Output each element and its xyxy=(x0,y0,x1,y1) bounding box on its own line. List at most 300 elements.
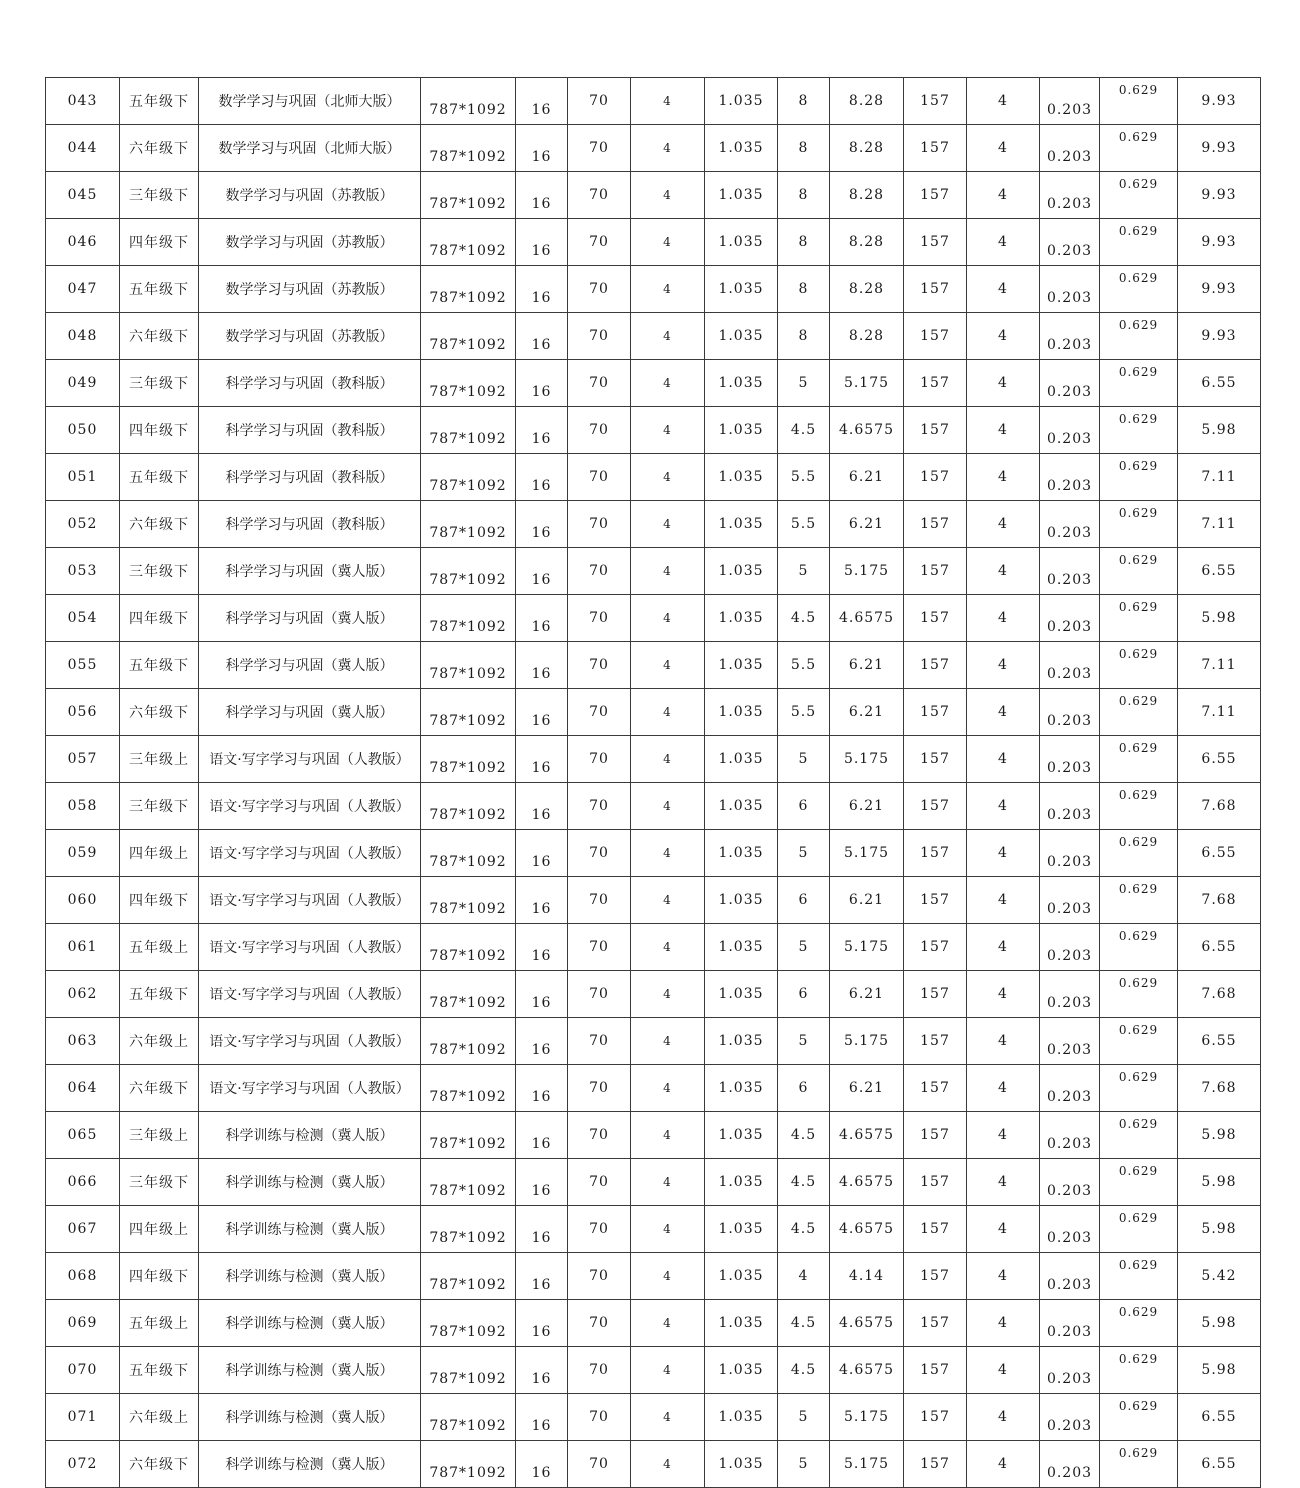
cell-title: 科学学习与巩固（冀人版） xyxy=(199,548,421,595)
cell-col13: 0.203 xyxy=(1040,1253,1100,1300)
cell-size: 787*1092 xyxy=(421,924,516,971)
cell-price: 5.42 xyxy=(1178,1253,1261,1300)
cell-size: 787*1092 xyxy=(421,1065,516,1112)
cell-col8: 1.035 xyxy=(705,501,778,548)
cell-col7: 4 xyxy=(631,501,705,548)
cell-col8: 1.035 xyxy=(705,689,778,736)
cell-col10: 5.175 xyxy=(830,1394,904,1441)
table-row xyxy=(46,830,1261,877)
cell-col9: 6 xyxy=(778,1065,830,1112)
cell-grade: 四年级上 xyxy=(120,1206,199,1253)
cell-gsm: 70 xyxy=(568,736,631,783)
cell-col9: 5 xyxy=(778,1441,830,1488)
cell-grade: 五年级下 xyxy=(120,642,199,689)
cell-col9: 5.5 xyxy=(778,501,830,548)
cell-col8: 1.035 xyxy=(705,313,778,360)
cell-col9: 8 xyxy=(778,78,830,125)
cell-col13: 0.203 xyxy=(1040,1018,1100,1065)
cell-price: 9.93 xyxy=(1178,125,1261,172)
cell-col13: 0.203 xyxy=(1040,689,1100,736)
cell-format: 16 xyxy=(516,313,568,360)
table-row xyxy=(46,1347,1261,1394)
cell-grade: 六年级下 xyxy=(120,125,199,172)
cell-col7: 4 xyxy=(631,266,705,313)
table-row xyxy=(46,1441,1261,1488)
cell-col14: 0.629 xyxy=(1100,971,1178,1018)
cell-col7: 4 xyxy=(631,1159,705,1206)
cell-format: 16 xyxy=(516,1065,568,1112)
cell-col12: 4 xyxy=(967,1206,1040,1253)
cell-col10: 8.28 xyxy=(830,125,904,172)
cell-col9: 6 xyxy=(778,783,830,830)
cell-price: 6.55 xyxy=(1178,924,1261,971)
cell-col8: 1.035 xyxy=(705,219,778,266)
cell-price: 6.55 xyxy=(1178,1441,1261,1488)
cell-col9: 5.5 xyxy=(778,689,830,736)
cell-col10: 8.28 xyxy=(830,313,904,360)
cell-size: 787*1092 xyxy=(421,971,516,1018)
cell-col12: 4 xyxy=(967,548,1040,595)
table-row xyxy=(46,642,1261,689)
cell-col9: 8 xyxy=(778,313,830,360)
cell-grade: 四年级下 xyxy=(120,219,199,266)
cell-col14: 0.629 xyxy=(1100,830,1178,877)
cell-col14: 0.629 xyxy=(1100,924,1178,971)
cell-grade: 六年级下 xyxy=(120,1441,199,1488)
cell-col9: 4.5 xyxy=(778,407,830,454)
cell-col8: 1.035 xyxy=(705,1206,778,1253)
cell-gsm: 70 xyxy=(568,125,631,172)
cell-col11: 157 xyxy=(904,1253,967,1300)
cell-grade: 六年级上 xyxy=(120,1018,199,1065)
cell-grade: 三年级下 xyxy=(120,1159,199,1206)
cell-title: 语文·写字学习与巩固（人教版） xyxy=(199,1018,421,1065)
cell-grade: 六年级下 xyxy=(120,1065,199,1112)
table-row xyxy=(46,1159,1261,1206)
cell-price: 5.98 xyxy=(1178,595,1261,642)
cell-col13: 0.203 xyxy=(1040,407,1100,454)
cell-col8: 1.035 xyxy=(705,78,778,125)
cell-title: 语文·写字学习与巩固（人教版） xyxy=(199,971,421,1018)
cell-col8: 1.035 xyxy=(705,172,778,219)
cell-col12: 4 xyxy=(967,407,1040,454)
cell-format: 16 xyxy=(516,971,568,1018)
cell-id: 062 xyxy=(46,971,120,1018)
table-row xyxy=(46,1018,1261,1065)
cell-col12: 4 xyxy=(967,125,1040,172)
cell-col14: 0.629 xyxy=(1100,595,1178,642)
cell-col10: 6.21 xyxy=(830,689,904,736)
cell-col8: 1.035 xyxy=(705,360,778,407)
cell-format: 16 xyxy=(516,125,568,172)
cell-col8: 1.035 xyxy=(705,125,778,172)
cell-col11: 157 xyxy=(904,219,967,266)
cell-col8: 1.035 xyxy=(705,1065,778,1112)
cell-col9: 5 xyxy=(778,360,830,407)
cell-id: 069 xyxy=(46,1300,120,1347)
cell-grade: 三年级下 xyxy=(120,172,199,219)
cell-col9: 5 xyxy=(778,1018,830,1065)
cell-col7: 4 xyxy=(631,595,705,642)
table-row xyxy=(46,125,1261,172)
cell-title: 科学训练与检测（冀人版） xyxy=(199,1347,421,1394)
cell-price: 6.55 xyxy=(1178,830,1261,877)
cell-size: 787*1092 xyxy=(421,548,516,595)
cell-col10: 6.21 xyxy=(830,971,904,1018)
cell-col12: 4 xyxy=(967,266,1040,313)
cell-col7: 4 xyxy=(631,407,705,454)
cell-col10: 4.6575 xyxy=(830,1112,904,1159)
cell-col12: 4 xyxy=(967,1159,1040,1206)
cell-format: 16 xyxy=(516,783,568,830)
cell-col9: 6 xyxy=(778,877,830,924)
cell-col13: 0.203 xyxy=(1040,172,1100,219)
cell-gsm: 70 xyxy=(568,642,631,689)
cell-title: 科学学习与巩固（冀人版） xyxy=(199,642,421,689)
cell-col11: 157 xyxy=(904,689,967,736)
cell-col13: 0.203 xyxy=(1040,454,1100,501)
cell-col13: 0.203 xyxy=(1040,1159,1100,1206)
cell-format: 16 xyxy=(516,689,568,736)
cell-col12: 4 xyxy=(967,783,1040,830)
cell-col7: 4 xyxy=(631,783,705,830)
cell-grade: 三年级下 xyxy=(120,360,199,407)
cell-col13: 0.203 xyxy=(1040,830,1100,877)
cell-col8: 1.035 xyxy=(705,266,778,313)
cell-col9: 4.5 xyxy=(778,1206,830,1253)
table-row xyxy=(46,736,1261,783)
cell-gsm: 70 xyxy=(568,1065,631,1112)
cell-col7: 4 xyxy=(631,689,705,736)
cell-grade: 四年级下 xyxy=(120,877,199,924)
cell-col14: 0.629 xyxy=(1100,736,1178,783)
cell-col11: 157 xyxy=(904,642,967,689)
cell-price: 6.55 xyxy=(1178,360,1261,407)
cell-format: 16 xyxy=(516,360,568,407)
cell-col8: 1.035 xyxy=(705,783,778,830)
cell-col14: 0.629 xyxy=(1100,783,1178,830)
cell-size: 787*1092 xyxy=(421,1300,516,1347)
table-row xyxy=(46,1253,1261,1300)
cell-col10: 5.175 xyxy=(830,1018,904,1065)
cell-title: 科学学习与巩固（教科版） xyxy=(199,360,421,407)
table-row xyxy=(46,1394,1261,1441)
cell-col8: 1.035 xyxy=(705,1018,778,1065)
cell-grade: 五年级下 xyxy=(120,266,199,313)
cell-id: 050 xyxy=(46,407,120,454)
cell-col10: 4.6575 xyxy=(830,1206,904,1253)
cell-col12: 4 xyxy=(967,78,1040,125)
cell-grade: 六年级下 xyxy=(120,501,199,548)
cell-col12: 4 xyxy=(967,924,1040,971)
cell-col12: 4 xyxy=(967,689,1040,736)
cell-id: 059 xyxy=(46,830,120,877)
cell-col13: 0.203 xyxy=(1040,1112,1100,1159)
cell-col7: 4 xyxy=(631,830,705,877)
cell-col10: 4.6575 xyxy=(830,595,904,642)
cell-col8: 1.035 xyxy=(705,1112,778,1159)
cell-col7: 4 xyxy=(631,736,705,783)
cell-title: 语文·写字学习与巩固（人教版） xyxy=(199,877,421,924)
cell-col10: 6.21 xyxy=(830,783,904,830)
cell-col7: 4 xyxy=(631,1441,705,1488)
cell-col8: 1.035 xyxy=(705,1300,778,1347)
cell-col10: 6.21 xyxy=(830,501,904,548)
cell-col14: 0.629 xyxy=(1100,1441,1178,1488)
cell-size: 787*1092 xyxy=(421,1253,516,1300)
cell-col14: 0.629 xyxy=(1100,313,1178,360)
cell-col8: 1.035 xyxy=(705,1347,778,1394)
cell-id: 064 xyxy=(46,1065,120,1112)
cell-grade: 五年级下 xyxy=(120,78,199,125)
cell-col11: 157 xyxy=(904,454,967,501)
table-row xyxy=(46,783,1261,830)
cell-id: 066 xyxy=(46,1159,120,1206)
cell-col7: 4 xyxy=(631,1347,705,1394)
cell-gsm: 70 xyxy=(568,407,631,454)
cell-col10: 5.175 xyxy=(830,924,904,971)
cell-col7: 4 xyxy=(631,1065,705,1112)
table-row xyxy=(46,548,1261,595)
cell-col9: 8 xyxy=(778,219,830,266)
cell-col14: 0.629 xyxy=(1100,266,1178,313)
cell-col13: 0.203 xyxy=(1040,125,1100,172)
cell-col14: 0.629 xyxy=(1100,1206,1178,1253)
cell-grade: 六年级下 xyxy=(120,689,199,736)
cell-id: 068 xyxy=(46,1253,120,1300)
cell-col7: 4 xyxy=(631,548,705,595)
cell-price: 9.93 xyxy=(1178,78,1261,125)
cell-gsm: 70 xyxy=(568,172,631,219)
cell-col11: 157 xyxy=(904,971,967,1018)
cell-price: 6.55 xyxy=(1178,736,1261,783)
cell-col11: 157 xyxy=(904,1018,967,1065)
cell-col11: 157 xyxy=(904,595,967,642)
cell-col14: 0.629 xyxy=(1100,1065,1178,1112)
cell-title: 科学学习与巩固（冀人版） xyxy=(199,595,421,642)
cell-format: 16 xyxy=(516,595,568,642)
cell-size: 787*1092 xyxy=(421,736,516,783)
cell-id: 071 xyxy=(46,1394,120,1441)
cell-col12: 4 xyxy=(967,501,1040,548)
cell-id: 051 xyxy=(46,454,120,501)
cell-gsm: 70 xyxy=(568,454,631,501)
cell-col13: 0.203 xyxy=(1040,1300,1100,1347)
cell-col13: 0.203 xyxy=(1040,1206,1100,1253)
cell-size: 787*1092 xyxy=(421,877,516,924)
table-row xyxy=(46,407,1261,454)
cell-col10: 4.6575 xyxy=(830,1347,904,1394)
cell-format: 16 xyxy=(516,501,568,548)
cell-col12: 4 xyxy=(967,642,1040,689)
table-row xyxy=(46,78,1261,125)
cell-col9: 8 xyxy=(778,266,830,313)
cell-size: 787*1092 xyxy=(421,689,516,736)
cell-col11: 157 xyxy=(904,1065,967,1112)
cell-col7: 4 xyxy=(631,78,705,125)
cell-id: 048 xyxy=(46,313,120,360)
cell-size: 787*1092 xyxy=(421,172,516,219)
cell-col7: 4 xyxy=(631,971,705,1018)
table-row xyxy=(46,1300,1261,1347)
cell-id: 065 xyxy=(46,1112,120,1159)
cell-price: 5.98 xyxy=(1178,1112,1261,1159)
cell-col13: 0.203 xyxy=(1040,783,1100,830)
cell-price: 7.11 xyxy=(1178,689,1261,736)
cell-id: 060 xyxy=(46,877,120,924)
cell-grade: 四年级下 xyxy=(120,1253,199,1300)
cell-format: 16 xyxy=(516,642,568,689)
cell-col14: 0.629 xyxy=(1100,1394,1178,1441)
cell-id: 044 xyxy=(46,125,120,172)
table-row xyxy=(46,689,1261,736)
cell-grade: 五年级上 xyxy=(120,924,199,971)
table-row xyxy=(46,924,1261,971)
cell-price: 9.93 xyxy=(1178,313,1261,360)
cell-id: 070 xyxy=(46,1347,120,1394)
cell-col10: 4.6575 xyxy=(830,407,904,454)
cell-col10: 5.175 xyxy=(830,736,904,783)
cell-col13: 0.203 xyxy=(1040,642,1100,689)
cell-id: 063 xyxy=(46,1018,120,1065)
cell-col14: 0.629 xyxy=(1100,219,1178,266)
cell-col13: 0.203 xyxy=(1040,736,1100,783)
cell-gsm: 70 xyxy=(568,971,631,1018)
cell-title: 科学学习与巩固（教科版） xyxy=(199,454,421,501)
cell-col7: 4 xyxy=(631,172,705,219)
table-row xyxy=(46,219,1261,266)
cell-col9: 6 xyxy=(778,971,830,1018)
table-row xyxy=(46,454,1261,501)
table-row xyxy=(46,595,1261,642)
cell-col11: 157 xyxy=(904,501,967,548)
cell-col11: 157 xyxy=(904,407,967,454)
cell-col14: 0.629 xyxy=(1100,642,1178,689)
cell-id: 056 xyxy=(46,689,120,736)
cell-col8: 1.035 xyxy=(705,1253,778,1300)
cell-col10: 6.21 xyxy=(830,454,904,501)
price-table xyxy=(45,77,1261,1488)
cell-title: 科学训练与检测（冀人版） xyxy=(199,1159,421,1206)
cell-title: 数学学习与巩固（苏教版） xyxy=(199,313,421,360)
cell-col11: 157 xyxy=(904,1112,967,1159)
cell-title: 科学学习与巩固（教科版） xyxy=(199,407,421,454)
cell-size: 787*1092 xyxy=(421,1112,516,1159)
cell-col11: 157 xyxy=(904,360,967,407)
cell-price: 6.55 xyxy=(1178,1394,1261,1441)
cell-title: 科学训练与检测（冀人版） xyxy=(199,1441,421,1488)
cell-col13: 0.203 xyxy=(1040,1065,1100,1112)
cell-col12: 4 xyxy=(967,454,1040,501)
cell-col10: 4.6575 xyxy=(830,1300,904,1347)
cell-gsm: 70 xyxy=(568,689,631,736)
cell-col11: 157 xyxy=(904,1441,967,1488)
cell-col11: 157 xyxy=(904,1300,967,1347)
cell-col11: 157 xyxy=(904,830,967,877)
cell-col8: 1.035 xyxy=(705,830,778,877)
table-row xyxy=(46,1065,1261,1112)
table-row xyxy=(46,971,1261,1018)
cell-col13: 0.203 xyxy=(1040,501,1100,548)
cell-grade: 四年级下 xyxy=(120,407,199,454)
cell-price: 7.11 xyxy=(1178,454,1261,501)
cell-price: 7.68 xyxy=(1178,1065,1261,1112)
cell-size: 787*1092 xyxy=(421,219,516,266)
cell-id: 049 xyxy=(46,360,120,407)
cell-gsm: 70 xyxy=(568,266,631,313)
cell-col10: 8.28 xyxy=(830,266,904,313)
cell-id: 054 xyxy=(46,595,120,642)
cell-price: 7.68 xyxy=(1178,877,1261,924)
cell-col11: 157 xyxy=(904,172,967,219)
cell-col7: 4 xyxy=(631,642,705,689)
cell-grade: 三年级下 xyxy=(120,548,199,595)
cell-id: 047 xyxy=(46,266,120,313)
cell-title: 数学学习与巩固（苏教版） xyxy=(199,266,421,313)
cell-col12: 4 xyxy=(967,360,1040,407)
cell-title: 语文·写字学习与巩固（人教版） xyxy=(199,830,421,877)
cell-col14: 0.629 xyxy=(1100,1253,1178,1300)
cell-col11: 157 xyxy=(904,548,967,595)
cell-gsm: 70 xyxy=(568,924,631,971)
cell-col8: 1.035 xyxy=(705,924,778,971)
cell-col12: 4 xyxy=(967,313,1040,360)
cell-col8: 1.035 xyxy=(705,1394,778,1441)
cell-col14: 0.629 xyxy=(1100,1159,1178,1206)
cell-col13: 0.203 xyxy=(1040,313,1100,360)
cell-gsm: 70 xyxy=(568,595,631,642)
cell-size: 787*1092 xyxy=(421,407,516,454)
cell-id: 045 xyxy=(46,172,120,219)
cell-format: 16 xyxy=(516,407,568,454)
cell-price: 7.68 xyxy=(1178,971,1261,1018)
cell-grade: 六年级下 xyxy=(120,313,199,360)
cell-gsm: 70 xyxy=(568,360,631,407)
cell-col14: 0.629 xyxy=(1100,501,1178,548)
cell-title: 数学学习与巩固（北师大版） xyxy=(199,125,421,172)
cell-size: 787*1092 xyxy=(421,360,516,407)
cell-size: 787*1092 xyxy=(421,595,516,642)
cell-gsm: 70 xyxy=(568,1159,631,1206)
cell-col12: 4 xyxy=(967,1347,1040,1394)
cell-gsm: 70 xyxy=(568,313,631,360)
cell-col9: 4.5 xyxy=(778,1112,830,1159)
cell-col8: 1.035 xyxy=(705,1159,778,1206)
cell-col12: 4 xyxy=(967,971,1040,1018)
cell-col10: 4.14 xyxy=(830,1253,904,1300)
cell-format: 16 xyxy=(516,1159,568,1206)
cell-size: 787*1092 xyxy=(421,783,516,830)
cell-col14: 0.629 xyxy=(1100,877,1178,924)
cell-col11: 157 xyxy=(904,924,967,971)
cell-col7: 4 xyxy=(631,1206,705,1253)
cell-col12: 4 xyxy=(967,219,1040,266)
cell-col8: 1.035 xyxy=(705,595,778,642)
cell-id: 043 xyxy=(46,78,120,125)
cell-col14: 0.629 xyxy=(1100,1347,1178,1394)
cell-col14: 0.629 xyxy=(1100,1018,1178,1065)
cell-title: 科学训练与检测（冀人版） xyxy=(199,1300,421,1347)
cell-col7: 4 xyxy=(631,1394,705,1441)
cell-col9: 8 xyxy=(778,125,830,172)
cell-col12: 4 xyxy=(967,1065,1040,1112)
cell-col9: 4.5 xyxy=(778,1347,830,1394)
table-row xyxy=(46,501,1261,548)
cell-col12: 4 xyxy=(967,1018,1040,1065)
cell-col13: 0.203 xyxy=(1040,924,1100,971)
cell-gsm: 70 xyxy=(568,1347,631,1394)
cell-price: 7.11 xyxy=(1178,642,1261,689)
